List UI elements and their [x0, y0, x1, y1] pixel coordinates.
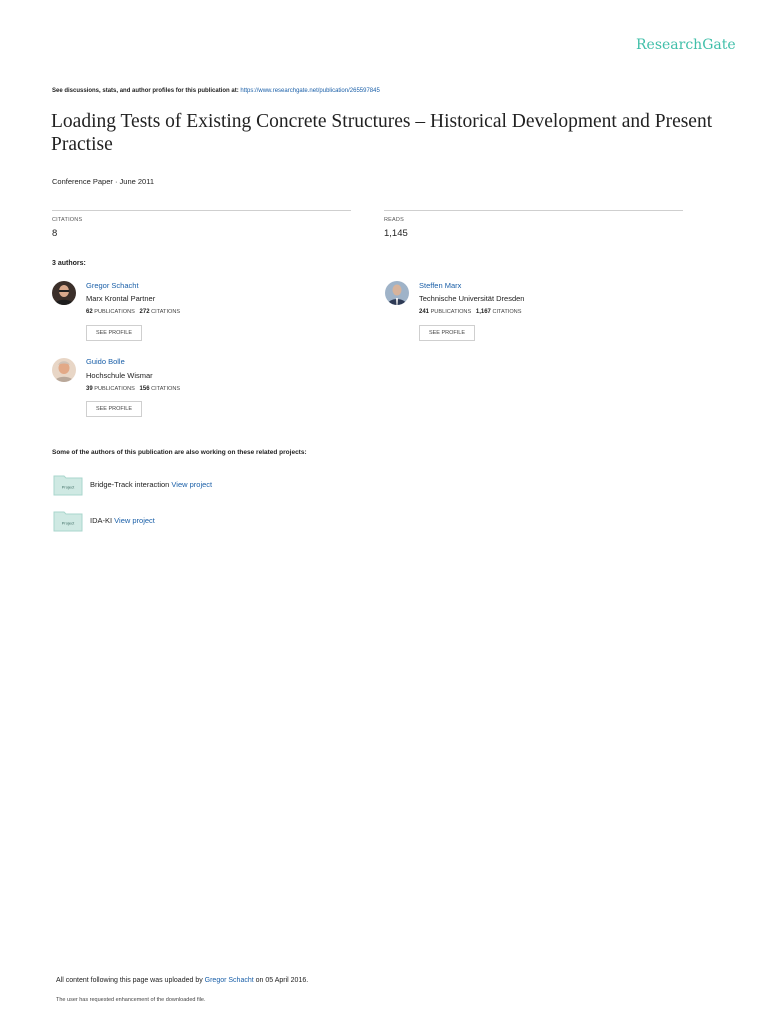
citations-count: 156 — [139, 386, 150, 392]
project-folder-icon — [53, 510, 83, 532]
publications-count: 62 — [86, 309, 93, 315]
upload-suffix: on 05 April 2016. — [253, 977, 309, 984]
avatar-photo — [52, 281, 76, 305]
publications-label: PUBLICATIONS — [94, 386, 135, 392]
citations-label: CITATIONS — [151, 386, 181, 392]
author-stats — [86, 386, 180, 392]
citations-label: CITATIONS — [151, 309, 181, 315]
project-icon-label: Project — [61, 484, 75, 490]
publications-count: 39 — [86, 386, 93, 392]
avatar-guido-bolle[interactable] — [52, 358, 76, 382]
paper-type-date: Conference Paper · June 2011 — [52, 177, 155, 186]
see-discussions-text: See discussions, stats, and author profiles for this publication at: — [52, 88, 241, 94]
project-name: IDA-KI — [90, 516, 115, 525]
author-stats — [86, 309, 180, 315]
reads-divider — [384, 210, 683, 211]
upload-info — [56, 977, 308, 984]
reads-value: 1,145 — [384, 228, 408, 239]
citations-count: 1,167 — [475, 309, 491, 315]
upload-prefix: All content following this page was uploaded by — [56, 977, 205, 984]
uploader-link[interactable]: Gregor Schacht — [204, 977, 254, 984]
citations-value: 8 — [52, 228, 58, 239]
avatar-steffen-marx[interactable] — [385, 281, 409, 305]
avatar-gregor-schacht[interactable] — [52, 281, 76, 305]
authors-count-label: 3 authors: — [52, 260, 86, 267]
folder-icon — [53, 474, 83, 496]
publications-count: 241 — [419, 309, 430, 315]
folder-icon — [53, 510, 83, 532]
publication-url-link[interactable]: https://www.researchgate.net/publication/265597845 — [240, 88, 380, 94]
related-project-item — [90, 480, 212, 489]
related-projects-label: Some of the authors of this publication are also working on these related projects: — [52, 449, 307, 456]
publications-label: PUBLICATIONS — [430, 309, 472, 315]
author-stats — [419, 309, 521, 315]
see-discussions-line — [52, 88, 380, 94]
citations-count: 272 — [139, 309, 150, 315]
see-profile-button[interactable]: SEE PROFILE — [86, 325, 142, 341]
see-profile-button[interactable]: SEE PROFILE — [419, 325, 475, 341]
researchgate-logo[interactable]: ResearchGate — [636, 37, 736, 53]
view-project-link[interactable]: View project — [171, 480, 213, 489]
citations-divider — [52, 210, 351, 211]
publications-label: PUBLICATIONS — [94, 309, 135, 315]
enhancement-note: The user has requested enhancement of the downloaded file. — [56, 997, 206, 1003]
author-name-link[interactable]: Steffen Marx — [419, 281, 462, 290]
avatar-photo — [385, 281, 409, 305]
avatar-photo — [52, 358, 76, 382]
paper-title: Loading Tests of Existing Concrete Structures – Historical Development and Present Practise — [51, 111, 713, 155]
project-name: Bridge-Track interaction — [90, 480, 172, 489]
reads-label: READS — [384, 217, 404, 223]
see-profile-button[interactable]: SEE PROFILE — [86, 401, 142, 417]
author-institution: Marx Krontal Partner — [86, 294, 156, 303]
author-name-link[interactable]: Guido Bolle — [86, 357, 125, 366]
related-project-item — [90, 516, 155, 525]
project-icon-label: Project — [61, 520, 75, 526]
citations-label: CITATIONS — [492, 309, 522, 315]
view-project-link[interactable]: View project — [114, 516, 155, 525]
author-name-link[interactable]: Gregor Schacht — [86, 281, 139, 290]
project-folder-icon — [53, 474, 83, 496]
citations-label: CITATIONS — [52, 217, 83, 223]
author-institution: Hochschule Wismar — [86, 371, 153, 380]
author-institution: Technische Universität Dresden — [419, 294, 525, 303]
